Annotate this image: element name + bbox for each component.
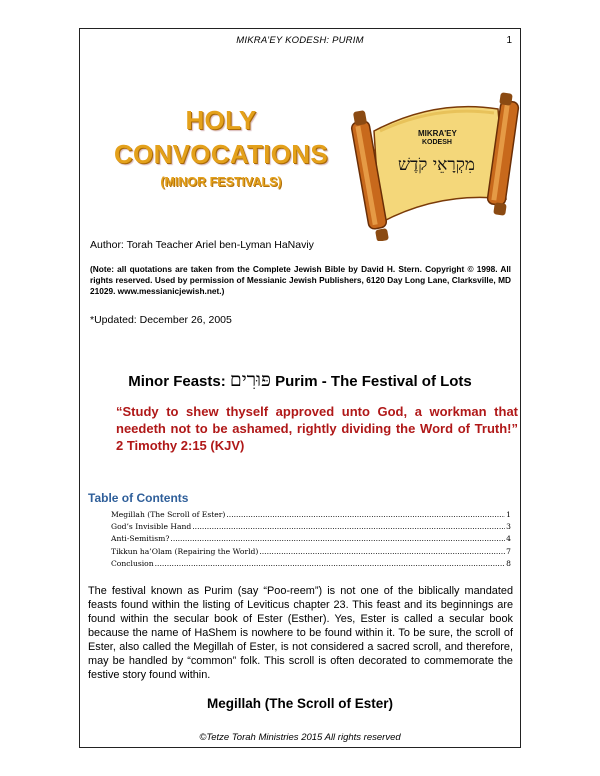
scroll-label-mikraey: MIKRA'EY	[418, 129, 457, 138]
page-footer: ©Tetze Torah Ministries 2015 All rights reserved	[199, 732, 401, 743]
toc-item-page: 4	[506, 534, 511, 544]
feast-suffix: Purim - The Festival of Lots	[275, 373, 472, 390]
toc-item-page: 1	[506, 510, 511, 519]
toc-item-title: Megillah (The Scroll of Ester)	[111, 510, 226, 519]
torah-scroll-illustration	[340, 91, 526, 241]
banner-title-convocations: CONVOCATIONS	[113, 139, 328, 169]
intro-paragraph: The festival known as Purim (say “Poo-reem”) is not one of the biblically mandated feasts found within the listing of Leviticus chapter 23. This feast and its beginnings are found within the secular book of Ester (Esther). Yes, Ester is called a secular book because the name of HaShem is nowhere to be found within it. To be sure, the scroll of Ester, also called the Megillah of Ester, is not considered a sacred scroll, and therefore, may be handled by “common” folk. This scroll is often decorated to commemorate the festive story found within.	[88, 585, 513, 681]
scripture-quote: “Study to shew thyself approved unto God, a workman that needeth not to be ashamed, rightly dividing the Word of Truth!” 2 Timothy 2:15 (KJV)	[116, 404, 518, 453]
toc-item-anti-semitism[interactable]	[111, 533, 511, 545]
toc-item-megillah[interactable]	[111, 509, 511, 521]
feast-heading	[80, 369, 520, 392]
toc-item-tikkun-haolam[interactable]	[111, 546, 511, 558]
banner-subtitle: (MINOR FESTIVALS)	[160, 175, 282, 189]
updated-date: *Updated: December 26, 2005	[90, 314, 232, 326]
feast-prefix: Minor Feasts:	[128, 373, 226, 390]
author-line: Author: Torah Teacher Ariel ben-Lyman HaNaviy	[90, 239, 314, 251]
table-of-contents	[111, 509, 511, 570]
page-number: 1	[506, 35, 512, 46]
feast-hebrew: פּוּרִים	[229, 369, 271, 391]
running-header: MIKRA’EY KODESH: PURIM	[236, 35, 364, 46]
toc-heading: Table of Contents	[88, 491, 189, 505]
toc-item-title: Conclusion	[111, 558, 154, 568]
banner-title-holy: HOLY	[185, 105, 257, 135]
toc-item-title: Anti-Semitism?	[111, 534, 170, 544]
toc-item-page: 3	[506, 522, 511, 532]
section-heading: Megillah (The Scroll of Ester)	[206, 696, 394, 711]
toc-item-title: God’s Invisible Hand	[111, 522, 192, 532]
copyright-note: (Note: all quotations are taken from the Complete Jewish Bible by David H. Stern. Copyright © 1998. All rights reserved. Used by permission of Messianic Jewish Publishers, 6120 Day Long Lane, Clarksville, MD 21029. www.messianicjewish.net.)	[90, 264, 511, 296]
document-page	[79, 28, 521, 748]
toc-item-title: Tikkun ha’Olam (Repairing the World)	[111, 546, 259, 556]
toc-item-conclusion[interactable]	[111, 558, 511, 570]
toc-item-page: 8	[506, 558, 511, 568]
toc-item-gods-invisible-hand[interactable]	[111, 521, 511, 533]
scroll-label-kodesh: KODESH	[422, 139, 452, 146]
toc-item-page: 7	[506, 546, 511, 556]
scroll-hebrew-text: מִקְרָאֵי קֹדֶשׁ	[398, 155, 475, 175]
